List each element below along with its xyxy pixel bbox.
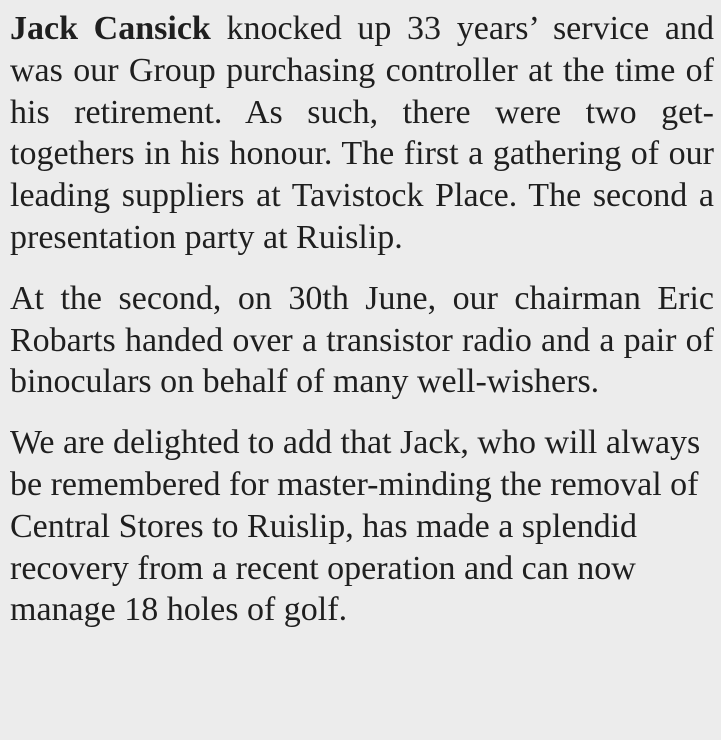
- paragraph-text: At the second, on 30th June, our chairman Eric Robarts handed over a transistor radio and a pair of binoculars on behalf of many well-wishers.: [10, 279, 714, 401]
- person-name: Jack Cansick: [10, 10, 211, 47]
- article-body: [10, 8, 714, 631]
- paragraph-text: knocked up 33 years’ service and was our Group purchasing controller at the time of his retirement. As such, there were two get-togethers in his honour. The first a gathering of our leading suppliers at Tavistock Place. The second a presentation party at Ruislip.: [10, 10, 714, 256]
- paragraph-retirement: [10, 8, 714, 259]
- paragraph-text: We are delighted to add that Jack, who will always be remembered for master-minding the removal of Central Stores to Ruislip, has made a splendid recovery from a recent operation and can now manage 18 holes of golf.: [10, 424, 701, 629]
- paragraph-presentation: [10, 278, 714, 403]
- paragraph-recovery: [10, 422, 714, 631]
